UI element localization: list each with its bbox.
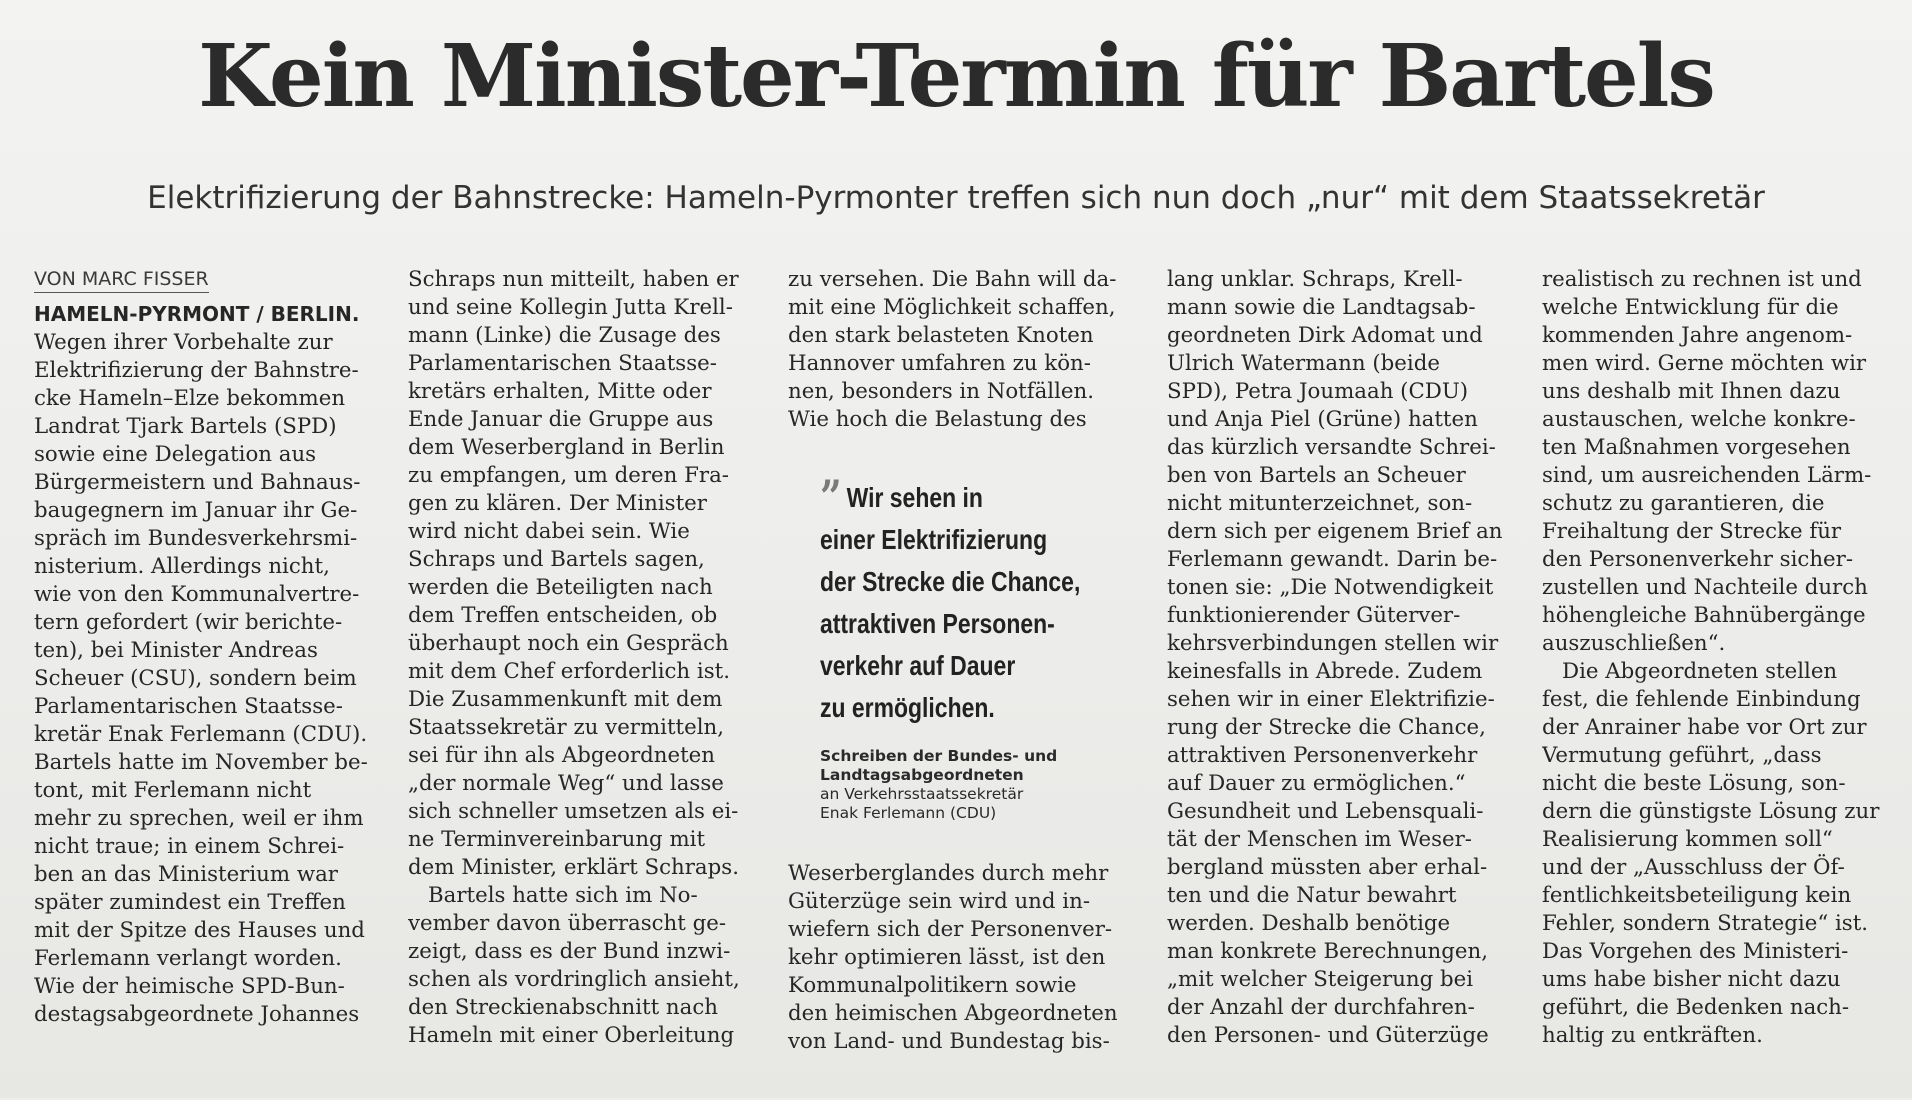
text-line: lang unklar. Schraps, Krell- (1167, 267, 1463, 292)
text-line: haltig zu entkräften. (1542, 1023, 1763, 1048)
text-line: realistisch zu rechnen ist und (1542, 267, 1862, 292)
text-line: Bürgermeistern und Bahnaus- (34, 470, 361, 495)
text-line: den heimischen Abgeordneten (788, 1001, 1118, 1026)
text-line: Weserberglandes durch mehr (788, 861, 1109, 886)
column-3-bottom (788, 860, 1134, 1056)
text-line: geführt, die Bedenken nach- (1542, 995, 1850, 1020)
subheadline: Elektrifizierung der Bahnstrecke: Hameln-Pyrmonter treffen sich nun doch „nur“ mit dem Staatssekretär (147, 180, 1765, 216)
text-line: nicht die beste Lösung, son- (1542, 771, 1846, 796)
text-line: Wie der heimische SPD-Bun- (34, 974, 345, 999)
text-line: kretär Enak Ferlemann (CDU). (34, 722, 368, 747)
text-line: attraktiven Personenverkehr (1167, 743, 1478, 768)
text-line: spräch im Bundesverkehrsmi- (34, 526, 358, 551)
text-line: den Streckienabschnitt nach (408, 995, 718, 1020)
text-line: Ferlemann gewandt. Darin be- (1167, 547, 1498, 572)
pull-quote-line: verkehr auf Dauer (820, 650, 1016, 681)
text-line: später zumindest ein Treffen (34, 890, 346, 915)
text-line: Güterzüge sein wird und in- (788, 889, 1091, 914)
pull-quote-line: attraktiven Personen- (820, 608, 1055, 639)
pull-quote-text (820, 470, 1081, 729)
dateline: HAMELN-PYRMONT / BERLIN. (34, 302, 360, 326)
text-line: mit eine Möglichkeit schaffen, (788, 295, 1116, 320)
text-line: überhaupt noch ein Gespräch (408, 631, 729, 656)
text-line: Bartels hatte sich im No- (428, 883, 698, 908)
text-line: geordneten Dirk Adomat und (1167, 323, 1483, 348)
column-3-text-bottom (788, 860, 1134, 1056)
headline: Kein Minister-Termin für Bartels (198, 26, 1714, 127)
text-line: ten), bei Minister Andreas (34, 638, 318, 663)
text-line: uns deshalb mit Ihnen dazu (1542, 379, 1841, 404)
pull-quote-line: zu ermöglichen. (820, 692, 995, 723)
text-line: Hameln mit einer Oberleitung (408, 1023, 735, 1048)
text-line: Ferlemann verlangt worden. (34, 946, 342, 971)
text-line: man konkrete Berechnungen, (1167, 939, 1488, 964)
text-line: cke Hameln–Elze bekommen (34, 386, 346, 411)
text-line: dern sich per eigenem Brief an (1167, 519, 1503, 544)
text-line: keinesfalls in Abrede. Zudem (1167, 659, 1483, 684)
text-line: der Anzahl der durchfahren- (1167, 995, 1475, 1020)
column-4 (1167, 266, 1513, 1066)
pull-quote-source-line: Landtagsabgeordneten (820, 766, 1024, 784)
pull-quote-line: der Strecke die Chance, (820, 566, 1081, 597)
text-line: Schraps und Bartels sagen, (408, 547, 705, 572)
text-line: funktionierender Güterver- (1167, 603, 1461, 628)
text-line: auszuschließen“. (1542, 631, 1726, 656)
column-5-text (1542, 266, 1890, 1050)
text-line: mehr zu sprechen, weil er ihm (34, 806, 364, 831)
text-line: sowie eine Delegation aus (34, 442, 317, 467)
text-line: Kommunalpolitikern sowie (788, 973, 1077, 998)
text-line: und Anja Piel (Grüne) hatten (1167, 407, 1478, 432)
text-line: kommenden Jahre angenom- (1542, 323, 1853, 348)
text-line: sehen wir in einer Elektrifizie- (1167, 687, 1495, 712)
text-line: ben an das Ministerium war (34, 862, 338, 887)
byline: VON MARC FISSER (34, 268, 209, 293)
text-line: ten Maßnahmen vorgesehen (1542, 435, 1851, 460)
text-line: wiefern sich der Personenver- (788, 917, 1113, 942)
text-line: Schraps nun mitteilt, haben er (408, 267, 739, 292)
text-line: Wie hoch die Belastung des (788, 407, 1087, 432)
text-line: Parlamentarischen Staatsse- (408, 351, 717, 376)
pull-quote (820, 470, 1120, 823)
text-line: wird nicht dabei sein. Wie (408, 519, 690, 544)
column-1 (34, 300, 380, 1100)
text-line: baugegnern im Januar ihr Ge- (34, 498, 358, 523)
text-line: wie von den Kommunalvertre- (34, 582, 360, 607)
pull-quote-line: einer Elektrifizierung (820, 524, 1048, 555)
text-line: Hannover umfahren zu kön- (788, 351, 1091, 376)
text-line: Ulrich Watermann (beide (1167, 351, 1440, 376)
text-line: Das Vorgehen des Ministeri- (1542, 939, 1849, 964)
text-line: Elektrifizierung der Bahnstre- (34, 358, 359, 383)
text-line: „der normale Weg“ und lasse (408, 771, 724, 796)
text-line: gen zu klären. Der Minister (408, 491, 707, 516)
text-line: nen, besonders in Notfällen. (788, 379, 1094, 404)
text-line: mit dem Chef erforderlich ist. (408, 659, 730, 684)
text-line: der Anrainer habe vor Ort zur (1542, 715, 1867, 740)
text-line: werden die Beteiligten nach (408, 575, 713, 600)
text-line: nisterium. Allerdings nicht, (34, 554, 330, 579)
text-line: sind, um ausreichenden Lärm- (1542, 463, 1872, 488)
column-5 (1542, 266, 1890, 1066)
text-line: austauschen, welche konkre- (1542, 407, 1856, 432)
text-line: den stark belasteten Knoten (788, 323, 1094, 348)
text-line: und der „Ausschluss der Öf- (1542, 855, 1845, 880)
text-line: auf Dauer zu ermöglichen.“ (1167, 771, 1466, 796)
pull-quote-source-line: an Verkehrsstaatssekretär (820, 785, 1024, 803)
text-line: Staatssekretär zu vermitteln, (408, 715, 725, 740)
pull-quote-line: ” Wir sehen in (820, 470, 983, 524)
text-line: nicht mitunterzeichnet, son- (1167, 491, 1473, 516)
text-line: das kürzlich versandte Schrei- (1167, 435, 1496, 460)
text-line: welche Entwicklung für die (1542, 295, 1839, 320)
column-1-text (34, 329, 380, 1029)
quote-mark-icon: ” (820, 470, 842, 524)
text-line: tät der Menschen im Weser- (1167, 827, 1472, 852)
text-line: zeigt, dass es der Bund inzwi- (408, 939, 731, 964)
text-line: kehrsverbindungen stellen wir (1167, 631, 1499, 656)
text-line: kretärs erhalten, Mitte oder (408, 379, 712, 404)
text-line: ne Terminvereinbarung mit (408, 827, 706, 852)
text-line: kehr optimieren lässt, ist den (788, 945, 1106, 970)
text-line: tern gefordert (wir berichte- (34, 610, 343, 635)
text-line: dem Minister, erklärt Schraps. (408, 855, 739, 880)
text-line: und seine Kollegin Jutta Krell- (408, 295, 733, 320)
text-line: Bartels hatte im November be- (34, 750, 368, 775)
text-line: destagsabgeordnete Johannes (34, 1002, 360, 1027)
text-line: schen als vordringlich ansieht, (408, 967, 740, 992)
text-line: Ende Januar die Gruppe aus (408, 407, 714, 432)
text-line: ten und die Natur bewahrt (1167, 883, 1457, 908)
text-line: Gesundheit und Lebensquali- (1167, 799, 1484, 824)
text-line: höhengleiche Bahnübergänge (1542, 603, 1866, 628)
text-line: von Land- und Bundestag bis- (788, 1029, 1110, 1054)
text-line: men wird. Gerne möchten wir (1542, 351, 1867, 376)
column-2 (408, 266, 758, 1066)
text-line: Scheuer (CSU), sondern beim (34, 666, 357, 691)
pull-quote-source (820, 747, 1120, 823)
text-line: ums habe bisher nicht dazu (1542, 967, 1841, 992)
text-line: zu versehen. Die Bahn will da- (788, 267, 1117, 292)
pull-quote-source-line: Enak Ferlemann (CDU) (820, 804, 997, 822)
pull-quote-source-line: Schreiben der Bundes- und (820, 747, 1058, 765)
column-4-text (1167, 266, 1513, 1050)
text-line: mit der Spitze des Hauses und (34, 918, 365, 943)
text-line: werden. Deshalb benötige (1167, 911, 1451, 936)
text-line: fest, die fehlende Einbindung (1542, 687, 1861, 712)
text-line: dern die günstigste Lösung zur (1542, 799, 1880, 824)
text-line: mann sowie die Landtagsab- (1167, 295, 1476, 320)
text-line: sich schneller umsetzen als ei- (408, 799, 739, 824)
text-line: den Personen- und Güterzüge (1167, 1023, 1489, 1048)
column-3 (788, 266, 1134, 456)
text-line: tont, mit Ferlemann nicht (34, 778, 312, 803)
column-2-text (408, 266, 758, 1050)
text-line: nicht traue; in einem Schrei- (34, 834, 345, 859)
text-line: den Personenverkehr sicher- (1542, 547, 1854, 572)
text-line: Vermutung geführt, „dass (1542, 743, 1822, 768)
text-line: „mit welcher Steigerung bei (1167, 967, 1474, 992)
text-line: SPD), Petra Joumaah (CDU) (1167, 379, 1469, 404)
text-line: zu empfangen, um deren Fra- (408, 463, 729, 488)
text-line: mann (Linke) die Zusage des (408, 323, 721, 348)
text-line: bergland müssten aber erhal- (1167, 855, 1488, 880)
text-line: Die Abgeordneten stellen (1562, 659, 1838, 684)
column-3-text-top (788, 266, 1134, 434)
text-line: dem Weserbergland in Berlin (408, 435, 725, 460)
text-line: rung der Strecke die Chance, (1167, 715, 1486, 740)
text-line: vember davon überrascht ge- (408, 911, 727, 936)
text-line: sei für ihn als Abgeordneten (408, 743, 715, 768)
text-line: Realisierung kommen soll“ (1542, 827, 1833, 852)
text-line: Die Zusammenkunft mit dem (408, 687, 723, 712)
text-line: tonen sie: „Die Notwendigkeit (1167, 575, 1494, 600)
text-line: Freihaltung der Strecke für (1542, 519, 1842, 544)
text-line: Landrat Tjark Bartels (SPD) (34, 414, 337, 439)
text-line: schutz zu garantieren, die (1542, 491, 1825, 516)
text-line: fentlichkeitsbeteiligung kein (1542, 883, 1852, 908)
text-line: Parlamentarischen Staatsse- (34, 694, 343, 719)
text-line: dem Treffen entscheiden, ob (408, 603, 718, 628)
text-line: Fehler, sondern Strategie“ ist. (1542, 911, 1869, 936)
text-line: ben von Bartels an Scheuer (1167, 463, 1466, 488)
text-line: Wegen ihrer Vorbehalte zur (34, 330, 333, 355)
text-line: zustellen und Nachteile durch (1542, 575, 1868, 600)
